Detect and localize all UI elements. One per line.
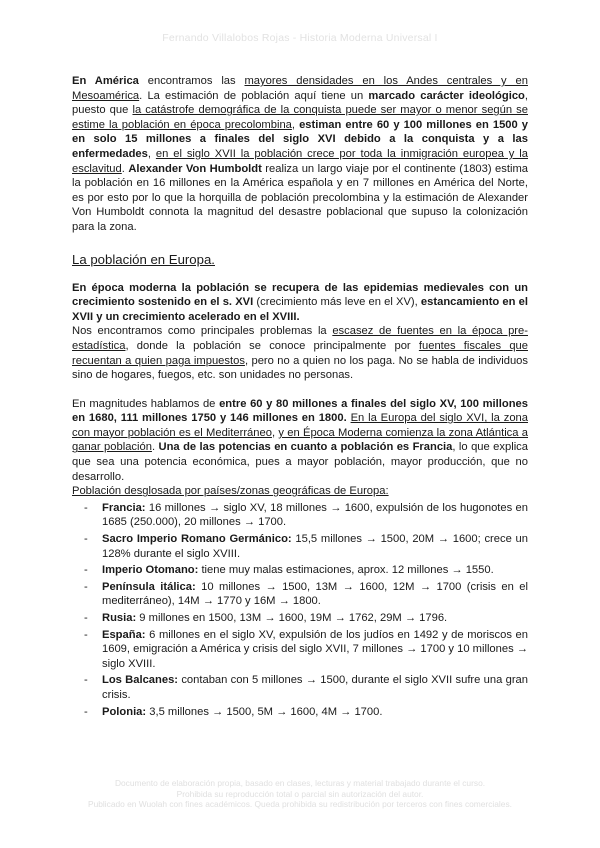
list-item: - Imperio Otomano: tiene muy malas estimaciones, aprox. 12 millones → 1550.	[84, 564, 494, 577]
list-item: - España: 6 millones en el siglo XV, expulsión de los judíos en 1492 y de moriscos en 1609, emigración a América y crisis del siglo XVII, 7 millones → 1700 y 10 millones → siglo XVIII.	[84, 628, 528, 670]
list-item: - Península itálica: 10 millones → 1500, 13M → 1600, 12M → 1700 (crisis en el mediterráneo), 14M → 1770 y 16M → 1800.	[84, 580, 528, 608]
footer-line: Documento de elaboración propia, basado en clases, lecturas y material trabajado durante el curso.	[114, 778, 486, 788]
list-item: - Polonia: 3,5 millones → 1500, 5M → 1600, 4M → 1700.	[84, 705, 383, 718]
footer-line: Prohibida su reproducción total o parcial sin autorización del autor.	[176, 788, 424, 799]
footer-line: Publicado en Wuolah con fines académicos. Queda prohibida su redistribución por terceros con fines comerciales.	[88, 799, 512, 810]
document-body	[72, 74, 528, 721]
europa-paragraph-2: Nos encontramos como principales problemas la escasez de fuentes en la época pre-estadística, donde la población se conoce principalmente por fuentes fiscales que recuentan a quien paga impuestos, pero no a quien no los paga. No se habla de individuos sino de hogares, fuegos, etc. son unidades no personas.	[72, 325, 528, 382]
section-title: La población en Europa.	[72, 251, 215, 267]
population-list	[72, 501, 528, 719]
list-item: - Sacro Imperio Romano Germánico: 15,5 millones → 1500, 20M → 1600; crece un 128% durante el siglo XVIII.	[84, 533, 529, 560]
america-lead: En América	[72, 75, 139, 87]
list-item: - Rusia: 9 millones en 1500, 13M → 1600, 19M → 1762, 29M → 1796.	[84, 612, 448, 624]
europa-paragraph-3: En magnitudes hablamos de entre 60 y 80 millones a finales del siglo XV, 100 millones en 1680, 111 millones 1750 y 146 millones en 1800. En la Europa del siglo XVI, la zona con mayor población es el Mediterráneo, y en Época Moderna comienza la zona Atlántica a ganar población. Una de las potencias en cuanto a población es Francia, lo que explica que sea una potencia económica, pues a mayor población, mayor producción, que no desarrollo.	[72, 397, 529, 483]
list-item: - Los Balcanes: contaban con 5 millones → 1500, durante el siglo XVII sufre una gran crisis.	[84, 674, 529, 701]
list-heading: Población desglosada por países/zonas geográficas de Europa:	[72, 485, 389, 498]
page-footer	[0, 778, 600, 810]
europa-paragraph-1: En época moderna la población se recupera de las epidemias medievales con un crecimiento sostenido en el s. XVI (crecimiento más leve en el XV), estancamiento en el XVII y un crecimiento acelerado en el XVIII.	[72, 281, 528, 323]
page-header: Fernando Villalobos Rojas - Historia Moderna Universal I	[162, 32, 438, 44]
list-item: - Francia: 16 millones → siglo XV, 18 millones → 1600, expulsión de los hugonotes en 1685 (250.000), 20 millones → 1700.	[84, 501, 528, 529]
america-paragraph: En América encontramos las mayores densidades en los Andes centrales y en Mesoamérica. La estimación de población aquí tiene un marcado carácter ideológico, puesto que la catástrofe demográfica de la conquista puede ser mayor o menor según se estime la población en época precolombina, estiman entre 60 y 100 millones en 1500 y en solo 15 millones a finales del siglo XVI debido a la conquista y a las enfermedades, en el siglo XVII la población crece por toda la inmigración europea y la esclavitud. Alexander Von Humboldt realiza un largo viaje por el continente (1803) estima la población en 16 millones en la América española y en 7 millones en América del Norte, es por esto por lo que la horquilla de población precolombina y la estimación de Alexander Von Humboldt connota la magnitud del desastre poblacional que supuso la colonización para la zona.	[72, 75, 529, 233]
